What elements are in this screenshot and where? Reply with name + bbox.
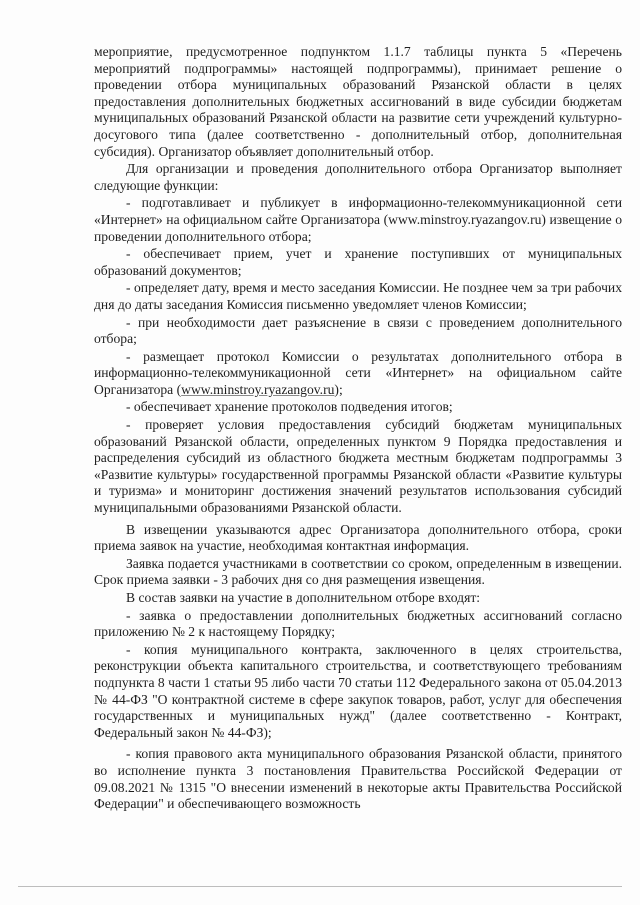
list-item-legal-act-copy: - копия правового акта муниципального образования Рязанской области, принятого во исполнение пункта 3 постановления Правительства Российской Федерации от 09.08.2021 № 1315 "О внесении изменений в некоторые акты Правительства Российской Федерации" и обеспечивающего возможность — [94, 746, 622, 812]
paragraph-continuation: мероприятие, предусмотренное подпунктом 1.1.7 таблицы пункта 5 «Перечень мероприятий подпрограммы» настоящей подпрограммы), принимает решение о проведении отбора муниципальных образований Рязанской области в целях предоставления дополнительных бюджетных ассигнований в виде субсидии бюджетам муниципальных образований Рязанской области на развитие сети учреждений культурно-досугового типа (далее соответственно - дополнительный отбор, дополнительная субсидия). Организатор объявляет дополнительный отбор. — [94, 44, 622, 159]
paragraph-application-contents: В состав заявки на участие в дополнительном отборе входят: — [126, 590, 481, 605]
document-body — [94, 44, 622, 814]
list-item-clarification: - при необходимости дает разъяснение в связи с проведением дополнительного отбора; — [94, 314, 622, 347]
list-item-store-protocols: - обеспечивает хранение протоколов подведения итогов; — [126, 399, 453, 415]
paragraph-application-deadline: Заявка подается участниками в соответствии со сроком, определенным в извещении. Срок приема заявки - 3 рабочих дня со дня размещения извещения. — [94, 555, 622, 588]
list-item-accept-documents: - обеспечивает прием, учет и хранение поступивших от муниципальных образований документов; — [94, 246, 622, 278]
list-item-meeting-date: - определяет дату, время и место заседания Комиссии. Не позднее чем за три рабочих дня до даты заседания Комиссия письменно уведомляет членов Комиссии; — [94, 280, 622, 312]
protocol-text-after: ); — [334, 381, 343, 397]
protocol-text-before: - размещает протокол Комиссии о результатах дополнительного отбора в информационно-телекоммуникационной сети «Интернет» на официальном сайте Организатора ( — [94, 348, 622, 397]
list-item-check-conditions: - проверяет условия предоставления субсидий бюджетам муниципальных образований Рязанской области, определенных пунктом 9 Порядка предоставления и распределения субсидий из областного бюджета местным бюджетам подпрограммы 3 «Развитие культуры» государственной программы Рязанской области «Развитие культуры и туризма» и мониторинг достижения значений результатов использования субсидий муниципальными образованиями Рязанской области. — [94, 417, 622, 516]
list-item-contract-copy: - копия муниципального контракта, заключенного в целях строительства, реконструкции объекта капитального строительства, и соответствующего требованиям подпункта 8 части 1 статьи 95 либо части 70 статьи 112 Федерального закона от 05.04.2013 № 44-ФЗ "О контрактной системе в сфере закупок товаров, работ, услуг для обеспечения государственных и муниципальных нужд" (далее соответственно - Контракт, Федеральный закон № 44-ФЗ); — [94, 641, 622, 740]
page-bottom-divider — [18, 886, 622, 887]
list-item-publish-notice: - подготавливает и публикует в информационно-телекоммуникационной сети «Интернет» на официальном сайте Организатора (www.minstroy.ryazangov.ru) извещение о проведении дополнительного отбора; — [94, 195, 622, 244]
paragraph-organizer-functions: Для организации и проведения дополнительного отбора Организатор выполняет следующие функции: — [94, 161, 622, 193]
list-item-application-form: - заявка о предоставлении дополнительных бюджетных ассигнований согласно приложению № 2 к настоящему Порядку; — [94, 607, 622, 640]
list-item-publish-protocol — [94, 349, 622, 399]
organizer-site-link[interactable]: www.minstroy.ryazangov.ru — [181, 381, 335, 397]
paragraph-notice-contents: В извещении указываются адрес Организатора дополнительного отбора, сроки приема заявок на участие, необходимая контактная информация. — [94, 521, 622, 554]
